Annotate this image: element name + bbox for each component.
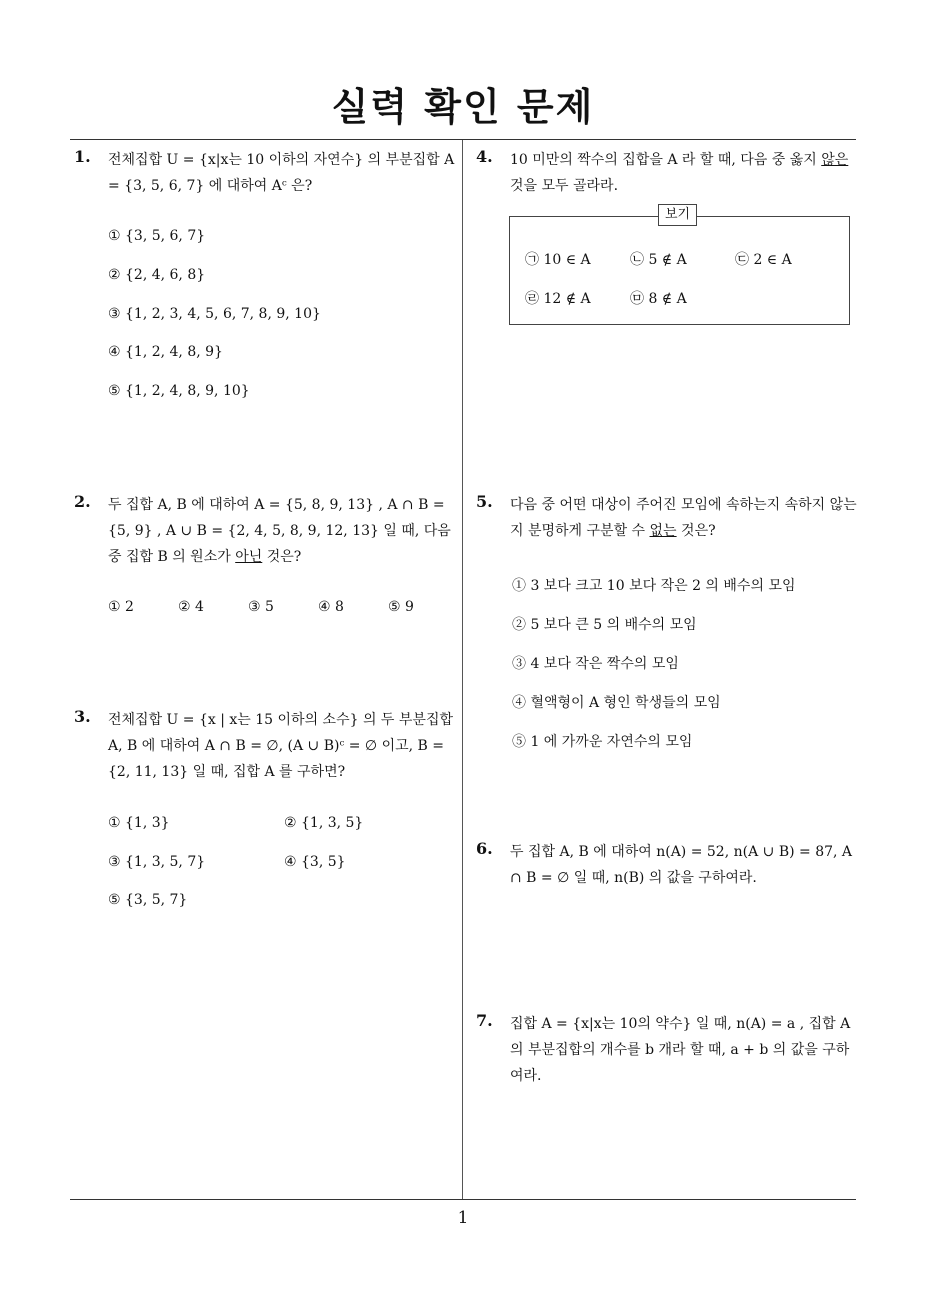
option-1[interactable]: ① 3 보다 크고 10 보다 작은 2 의 배수의 모임 bbox=[512, 578, 796, 594]
top-rule bbox=[70, 139, 856, 140]
option-4[interactable]: ④ {1, 2, 4, 8, 9} bbox=[108, 344, 223, 360]
question-number: 7. bbox=[476, 1011, 493, 1030]
option-5[interactable]: ⑤ {1, 2, 4, 8, 9, 10} bbox=[108, 383, 250, 399]
question-text: 전체집합 U = {x|x는 10 이하의 자연수} 의 부분집합 A = {3, 5, 6, 7} 에 대하여 Aᶜ 은? bbox=[108, 152, 455, 194]
option-5[interactable]: ⑤ 9 bbox=[388, 599, 414, 615]
option-1[interactable]: ① 2 bbox=[108, 599, 134, 615]
column-divider bbox=[462, 140, 463, 1200]
example-item: ㉢ 2 ∈ A bbox=[735, 252, 792, 268]
option-2[interactable]: ② {2, 4, 6, 8} bbox=[108, 267, 206, 283]
question-text: 두 집합 A, B 에 대하여 A = {5, 8, 9, 13} , A ∩ B = {5, 9} , A ∪ B = {2, 4, 5, 8, 9, 12, 13} 일 때, 다음 중 집합 B 의 원소가 아닌 것은? bbox=[108, 497, 451, 565]
example-item: ㉠ 10 ∈ A bbox=[525, 252, 591, 268]
question-number: 5. bbox=[476, 492, 493, 511]
page-number: 1 bbox=[457, 1208, 469, 1228]
bottom-rule bbox=[70, 1199, 856, 1200]
option-3[interactable]: ③ 5 bbox=[248, 599, 274, 615]
option-1[interactable]: ① {1, 3} bbox=[108, 815, 170, 831]
option-4[interactable]: ④ 8 bbox=[318, 599, 344, 615]
option-5[interactable]: ⑤ {3, 5, 7} bbox=[108, 892, 188, 908]
example-item: ㉡ 5 ∉ A bbox=[630, 252, 687, 268]
option-4[interactable]: ④ {3, 5} bbox=[284, 854, 346, 870]
emphasis-underline: 않은 bbox=[821, 152, 849, 168]
question-number: 3. bbox=[74, 707, 91, 726]
example-box bbox=[509, 216, 850, 325]
option-2[interactable]: ② 5 보다 큰 5 의 배수의 모임 bbox=[512, 617, 697, 633]
option-2[interactable]: ② {1, 3, 5} bbox=[284, 815, 364, 831]
option-5[interactable]: ⑤ 1 에 가까운 자연수의 모임 bbox=[512, 734, 693, 750]
question-text: 다음 중 어떤 대상이 주어진 모임에 속하는지 속하지 않는지 분명하게 구분할 수 없는 것은? bbox=[510, 497, 857, 539]
question-3 bbox=[74, 707, 460, 785]
emphasis-underline: 아닌 bbox=[235, 549, 263, 565]
example-item: ㉣ 12 ∉ A bbox=[525, 291, 591, 307]
example-item: ㉤ 8 ∉ A bbox=[630, 291, 687, 307]
question-text: 두 집합 A, B 에 대하여 n(A) = 52, n(A ∪ B) = 87, A ∩ B = ∅ 일 때, n(B) 의 값을 구하여라. bbox=[510, 844, 853, 886]
option-3[interactable]: ③ {1, 2, 3, 4, 5, 6, 7, 8, 9, 10} bbox=[108, 306, 321, 322]
option-1[interactable]: ① {3, 5, 6, 7} bbox=[108, 228, 206, 244]
question-5 bbox=[476, 492, 861, 544]
option-3[interactable]: ③ 4 보다 작은 짝수의 모임 bbox=[512, 656, 679, 672]
question-text: 10 미만의 짝수의 집합을 A 라 할 때, 다음 중 옳지 않은 것을 모두 골라라. bbox=[510, 152, 849, 194]
emphasis-underline: 없는 bbox=[649, 523, 677, 539]
question-number: 4. bbox=[476, 147, 493, 166]
question-text: 전체집합 U = {x | x는 15 이하의 소수} 의 두 부분집합 A, B 에 대하여 A ∩ B = ∅, (A ∪ B)ᶜ = ∅ 이고, B = {2, 11, 13} 일 때, 집합 A 를 구하면? bbox=[108, 712, 454, 780]
question-text: 집합 A = {x|x는 10의 약수} 일 때, n(A) = a , 집합 A 의 부분집합의 개수를 b 개라 할 때, a + b 의 값을 구하여라. bbox=[510, 1016, 851, 1084]
question-7 bbox=[476, 1011, 861, 1089]
option-4[interactable]: ④ 혈액형이 A 형인 학생들의 모임 bbox=[512, 695, 721, 711]
option-2[interactable]: ② 4 bbox=[178, 599, 204, 615]
page-title: 실력 확인 문제 bbox=[331, 85, 595, 129]
question-number: 2. bbox=[74, 492, 91, 511]
question-number: 6. bbox=[476, 839, 493, 858]
example-box-label: 보기 bbox=[658, 204, 697, 226]
question-6 bbox=[476, 839, 861, 891]
question-1 bbox=[74, 147, 460, 199]
question-4 bbox=[476, 147, 861, 199]
question-2 bbox=[74, 492, 460, 570]
option-3[interactable]: ③ {1, 3, 5, 7} bbox=[108, 854, 206, 870]
question-number: 1. bbox=[74, 147, 91, 166]
